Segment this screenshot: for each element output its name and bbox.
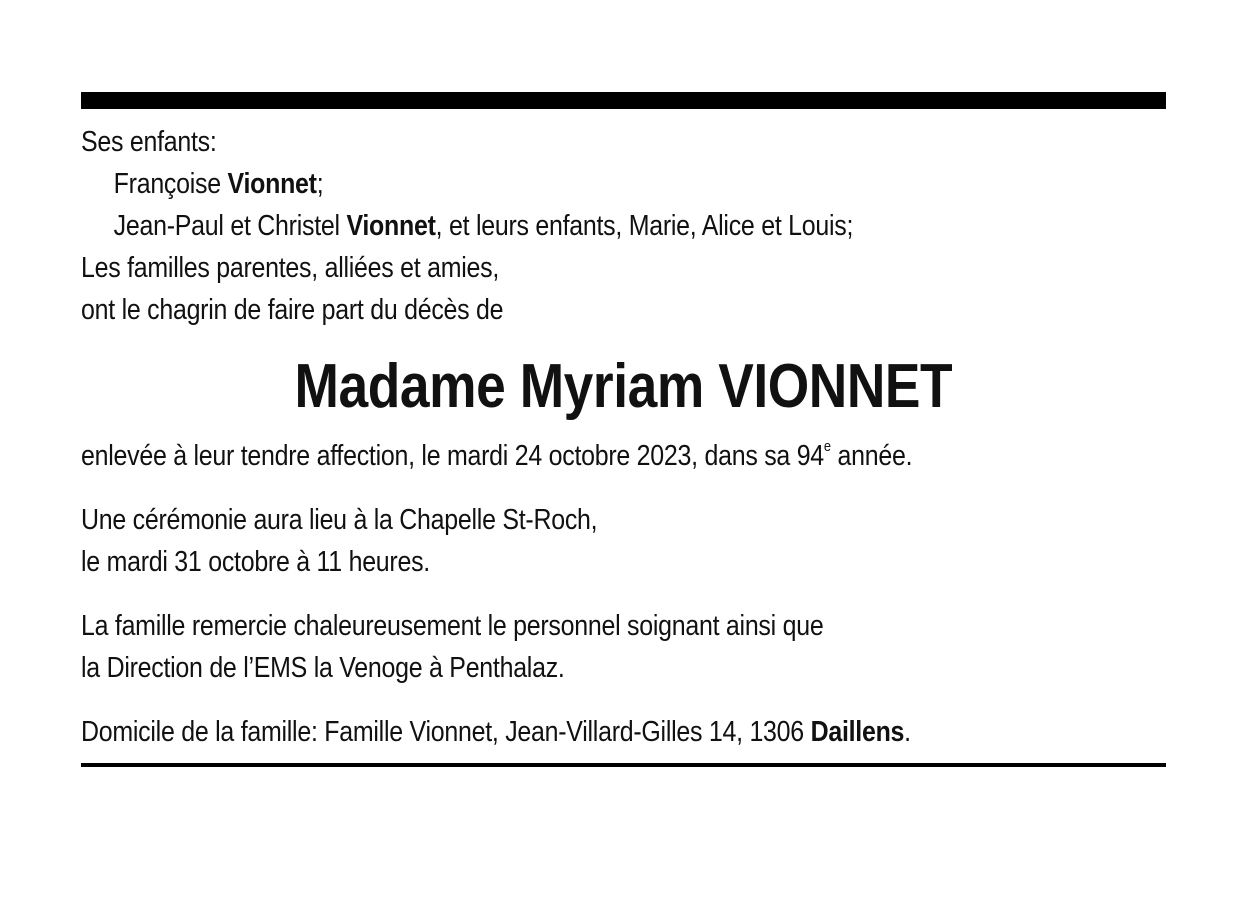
announce-line: ont le chagrin de faire part du décès de [81, 294, 504, 326]
domicile-block [81, 711, 1166, 753]
child-line-2: Jean-Paul et Christel Vionnet, et leurs enfants, Marie, Alice et Louis; [113, 210, 854, 242]
child-1-surname: Vionnet [227, 168, 317, 200]
families-line: Les familles parentes, alliées et amies, [81, 252, 500, 284]
thanks-line-2: la Direction de l’EMS la Venoge à Penthalaz. [81, 652, 565, 684]
child-2-surname: Vionnet [346, 210, 436, 242]
obituary-notice [81, 92, 1166, 767]
ceremony-line-1: Une cérémonie aura lieu à la Chapelle St-Roch, [81, 504, 598, 536]
domicile-line: Domicile de la famille: Famille Vionnet, Jean-Villard-Gilles 14, 1306 Daillens. [81, 716, 911, 748]
bottom-rule [81, 763, 1166, 767]
domicile-town: Daillens [810, 716, 905, 748]
thanks-block [81, 605, 1166, 689]
death-line: enlevée à leur tendre affection, le mardi 24 octobre 2023, dans sa 94e année. [81, 438, 913, 472]
deceased-name: Madame Myriam VIONNET [294, 352, 953, 421]
child-line-1: Françoise Vionnet; [113, 168, 324, 200]
family-intro [81, 121, 1166, 331]
top-rule [81, 92, 1166, 109]
deceased-name-line [81, 345, 1166, 429]
ceremony-block [81, 499, 1166, 583]
ceremony-line-2: le mardi 31 octobre à 11 heures. [81, 546, 430, 578]
thanks-line-1: La famille remercie chaleureusement le personnel soignant ainsi que [81, 610, 824, 642]
ordinal-superscript: e [823, 438, 831, 456]
children-label: Ses enfants: [81, 126, 217, 158]
